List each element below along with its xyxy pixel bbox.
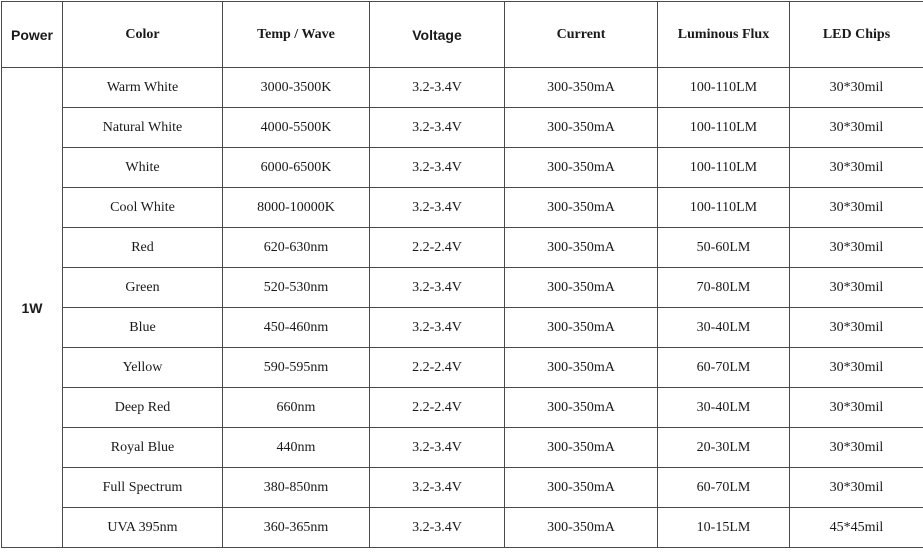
cell-led-chips: 30*30mil xyxy=(790,68,923,108)
cell-luminous-flux: 100-110LM xyxy=(658,188,790,228)
cell-luminous-flux: 10-15LM xyxy=(658,508,790,548)
header-color: Color xyxy=(63,2,223,68)
cell-led-chips: 30*30mil xyxy=(790,308,923,348)
table-row xyxy=(2,68,923,108)
cell-led-chips: 30*30mil xyxy=(790,148,923,188)
cell-luminous-flux: 30-40LM xyxy=(658,388,790,428)
cell-color: Blue xyxy=(63,308,223,348)
table-row xyxy=(2,148,923,188)
header-current: Current xyxy=(505,2,658,68)
header-luminous-flux: Luminous Flux xyxy=(658,2,790,68)
cell-temp-wave: 380-850nm xyxy=(223,468,370,508)
table-row xyxy=(2,508,923,548)
cell-color: Natural White xyxy=(63,108,223,148)
cell-luminous-flux: 60-70LM xyxy=(658,468,790,508)
cell-color: Yellow xyxy=(63,348,223,388)
cell-color: Cool White xyxy=(63,188,223,228)
cell-voltage: 2.2-2.4V xyxy=(370,348,505,388)
cell-led-chips: 45*45mil xyxy=(790,508,923,548)
cell-color: Royal Blue xyxy=(63,428,223,468)
table-row xyxy=(2,468,923,508)
cell-temp-wave: 450-460nm xyxy=(223,308,370,348)
cell-luminous-flux: 60-70LM xyxy=(658,348,790,388)
cell-color: White xyxy=(63,148,223,188)
cell-led-chips: 30*30mil xyxy=(790,268,923,308)
cell-current: 300-350mA xyxy=(505,228,658,268)
cell-temp-wave: 3000-3500K xyxy=(223,68,370,108)
cell-led-chips: 30*30mil xyxy=(790,348,923,388)
table-row xyxy=(2,308,923,348)
cell-current: 300-350mA xyxy=(505,108,658,148)
cell-voltage: 3.2-3.4V xyxy=(370,68,505,108)
table-row xyxy=(2,348,923,388)
cell-temp-wave: 590-595nm xyxy=(223,348,370,388)
cell-voltage: 2.2-2.4V xyxy=(370,388,505,428)
cell-temp-wave: 620-630nm xyxy=(223,228,370,268)
table-row xyxy=(2,388,923,428)
cell-voltage: 3.2-3.4V xyxy=(370,268,505,308)
cell-temp-wave: 8000-10000K xyxy=(223,188,370,228)
cell-temp-wave: 360-365nm xyxy=(223,508,370,548)
cell-temp-wave: 660nm xyxy=(223,388,370,428)
cell-current: 300-350mA xyxy=(505,188,658,228)
cell-temp-wave: 6000-6500K xyxy=(223,148,370,188)
cell-color: Full Spectrum xyxy=(63,468,223,508)
cell-current: 300-350mA xyxy=(505,388,658,428)
cell-luminous-flux: 100-110LM xyxy=(658,108,790,148)
cell-temp-wave: 520-530nm xyxy=(223,268,370,308)
header-voltage: Voltage xyxy=(370,2,505,68)
cell-luminous-flux: 100-110LM xyxy=(658,68,790,108)
cell-led-chips: 30*30mil xyxy=(790,228,923,268)
cell-led-chips: 30*30mil xyxy=(790,108,923,148)
cell-power: 1W xyxy=(2,68,63,548)
table-row xyxy=(2,188,923,228)
header-temp-wave: Temp / Wave xyxy=(223,2,370,68)
cell-luminous-flux: 50-60LM xyxy=(658,228,790,268)
cell-color: UVA 395nm xyxy=(63,508,223,548)
cell-color: Warm White xyxy=(63,68,223,108)
cell-temp-wave: 440nm xyxy=(223,428,370,468)
cell-led-chips: 30*30mil xyxy=(790,188,923,228)
cell-current: 300-350mA xyxy=(505,348,658,388)
cell-color: Red xyxy=(63,228,223,268)
header-power: Power xyxy=(2,2,63,68)
cell-current: 300-350mA xyxy=(505,308,658,348)
cell-voltage: 3.2-3.4V xyxy=(370,108,505,148)
table-row xyxy=(2,428,923,468)
table-row xyxy=(2,228,923,268)
cell-led-chips: 30*30mil xyxy=(790,388,923,428)
cell-luminous-flux: 100-110LM xyxy=(658,148,790,188)
cell-voltage: 3.2-3.4V xyxy=(370,188,505,228)
cell-voltage: 3.2-3.4V xyxy=(370,468,505,508)
cell-voltage: 3.2-3.4V xyxy=(370,308,505,348)
cell-luminous-flux: 30-40LM xyxy=(658,308,790,348)
header-led-chips: LED Chips xyxy=(790,2,923,68)
cell-led-chips: 30*30mil xyxy=(790,468,923,508)
cell-current: 300-350mA xyxy=(505,428,658,468)
header-row xyxy=(2,2,923,68)
cell-current: 300-350mA xyxy=(505,508,658,548)
led-spec-table xyxy=(1,1,923,548)
cell-current: 300-350mA xyxy=(505,268,658,308)
cell-voltage: 2.2-2.4V xyxy=(370,228,505,268)
cell-luminous-flux: 20-30LM xyxy=(658,428,790,468)
cell-current: 300-350mA xyxy=(505,148,658,188)
cell-voltage: 3.2-3.4V xyxy=(370,508,505,548)
cell-current: 300-350mA xyxy=(505,68,658,108)
cell-luminous-flux: 70-80LM xyxy=(658,268,790,308)
table-row xyxy=(2,108,923,148)
table-row xyxy=(2,268,923,308)
cell-color: Deep Red xyxy=(63,388,223,428)
cell-color: Green xyxy=(63,268,223,308)
cell-temp-wave: 4000-5500K xyxy=(223,108,370,148)
cell-voltage: 3.2-3.4V xyxy=(370,428,505,468)
cell-led-chips: 30*30mil xyxy=(790,428,923,468)
cell-voltage: 3.2-3.4V xyxy=(370,148,505,188)
cell-current: 300-350mA xyxy=(505,468,658,508)
